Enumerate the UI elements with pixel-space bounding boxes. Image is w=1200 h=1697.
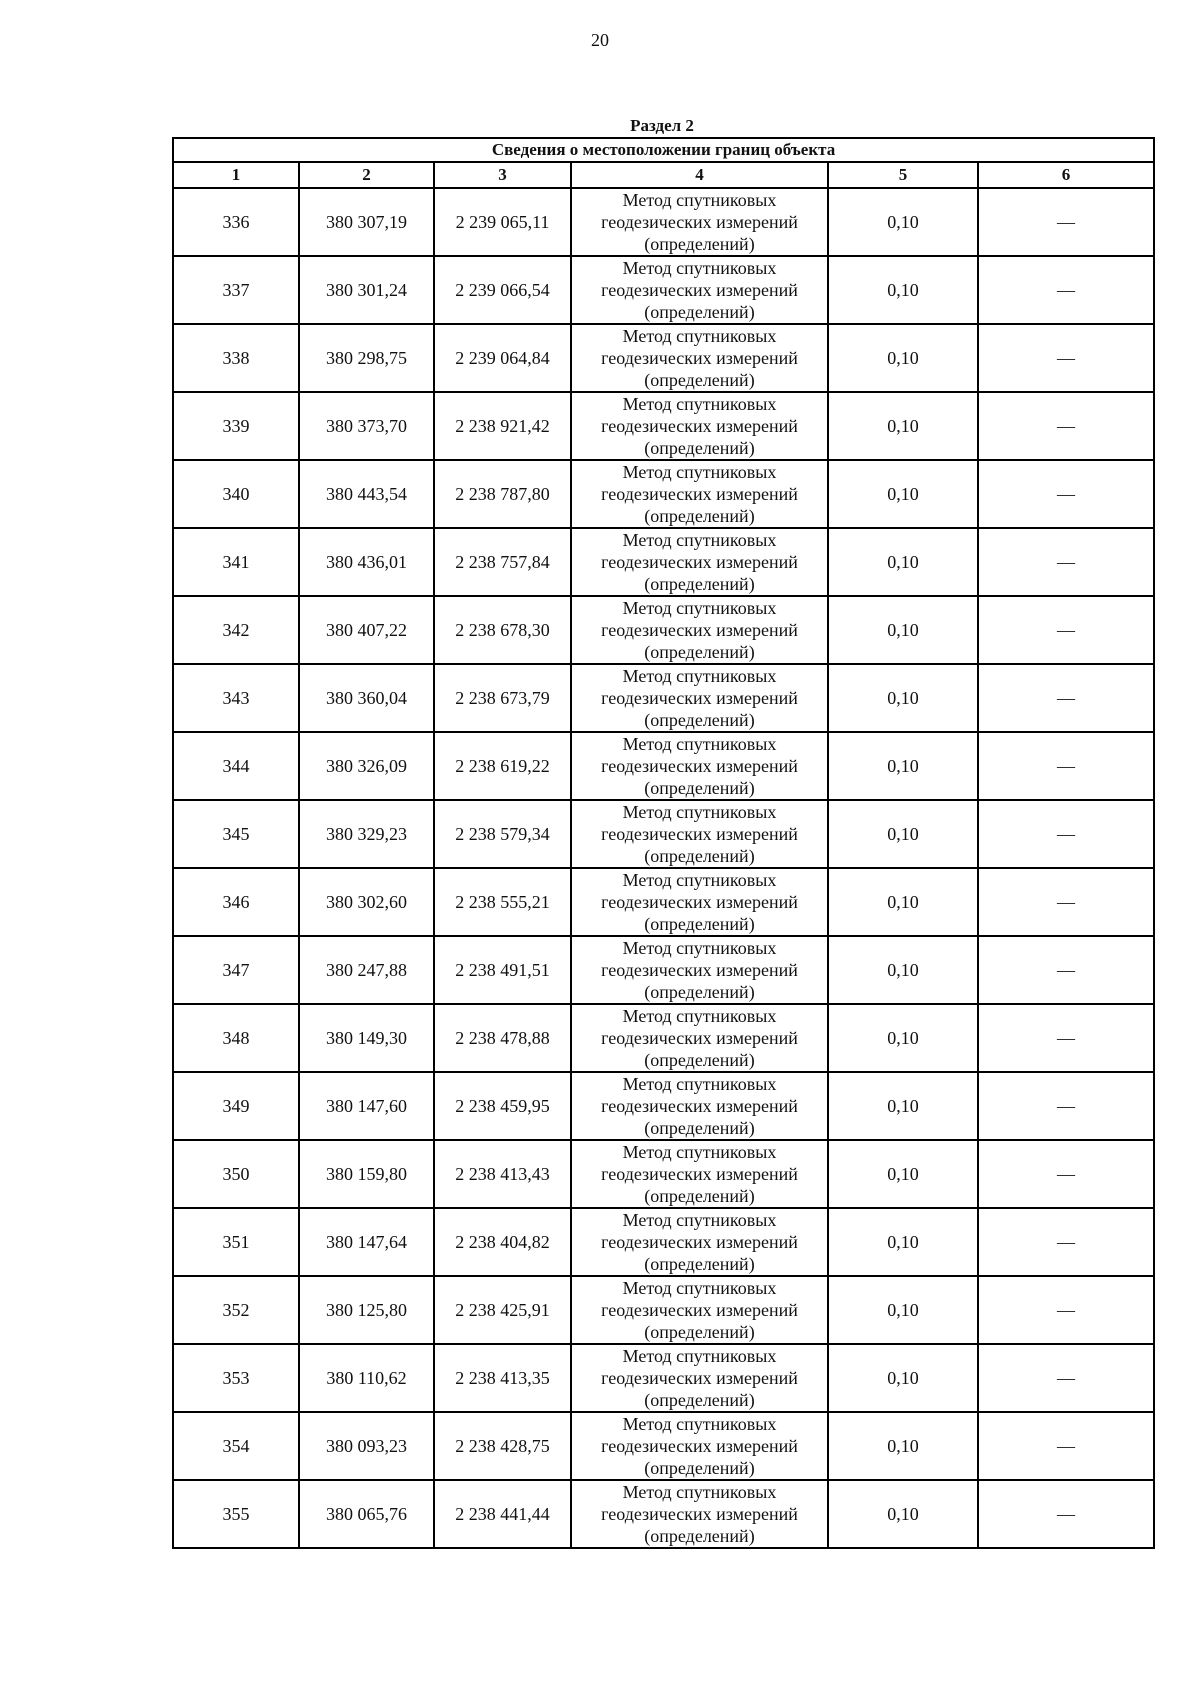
description-cell: —: [978, 1480, 1154, 1548]
point-number-cell: 350: [173, 1140, 299, 1208]
x-coordinate-cell: 380 443,54: [299, 460, 434, 528]
x-coordinate-cell: 380 329,23: [299, 800, 434, 868]
description-cell: —: [978, 596, 1154, 664]
table-row: [173, 596, 1154, 664]
y-coordinate-cell: 2 238 441,44: [434, 1480, 571, 1548]
column-number: 6: [978, 162, 1154, 188]
table-body: [173, 188, 1154, 1548]
column-number: 3: [434, 162, 571, 188]
method-cell: [571, 1004, 828, 1072]
method-line: геодезических измерений: [601, 960, 798, 980]
method-line: геодезических измерений: [601, 348, 798, 368]
y-coordinate-cell: 2 238 425,91: [434, 1276, 571, 1344]
accuracy-cell: 0,10: [828, 1276, 978, 1344]
method-line: геодезических измерений: [601, 1164, 798, 1184]
x-coordinate-cell: 380 326,09: [299, 732, 434, 800]
method-cell: [571, 732, 828, 800]
table-row: [173, 460, 1154, 528]
method-line: Метод спутниковых: [622, 394, 777, 414]
description-cell: —: [978, 528, 1154, 596]
accuracy-cell: 0,10: [828, 1004, 978, 1072]
method-line: Метод спутниковых: [622, 1142, 777, 1162]
method-line: геодезических измерений: [601, 1096, 798, 1116]
table-row: [173, 1140, 1154, 1208]
method-line: (определений): [644, 710, 755, 730]
table-row: [173, 1208, 1154, 1276]
point-number-cell: 337: [173, 256, 299, 324]
table-row: [173, 1344, 1154, 1412]
method-line: (определений): [644, 1526, 755, 1546]
accuracy-cell: 0,10: [828, 1344, 978, 1412]
table-row: [173, 1004, 1154, 1072]
point-number-cell: 343: [173, 664, 299, 732]
point-number-cell: 349: [173, 1072, 299, 1140]
description-cell: —: [978, 732, 1154, 800]
method-line: (определений): [644, 1458, 755, 1478]
method-line: геодезических измерений: [601, 620, 798, 640]
accuracy-cell: 0,10: [828, 1072, 978, 1140]
y-coordinate-cell: 2 238 555,21: [434, 868, 571, 936]
point-number-cell: 336: [173, 188, 299, 256]
y-coordinate-cell: 2 238 413,43: [434, 1140, 571, 1208]
point-number-cell: 342: [173, 596, 299, 664]
description-cell: —: [978, 1276, 1154, 1344]
point-number-cell: 352: [173, 1276, 299, 1344]
point-number-cell: 340: [173, 460, 299, 528]
description-cell: —: [978, 936, 1154, 1004]
method-line: Метод спутниковых: [622, 1074, 777, 1094]
point-number-cell: 355: [173, 1480, 299, 1548]
method-cell: [571, 1412, 828, 1480]
accuracy-cell: 0,10: [828, 1480, 978, 1548]
description-cell: —: [978, 256, 1154, 324]
y-coordinate-cell: 2 238 619,22: [434, 732, 571, 800]
description-cell: —: [978, 1072, 1154, 1140]
method-cell: [571, 936, 828, 1004]
y-coordinate-cell: 2 238 413,35: [434, 1344, 571, 1412]
method-line: (определений): [644, 982, 755, 1002]
accuracy-cell: 0,10: [828, 1208, 978, 1276]
table-row: [173, 392, 1154, 460]
table-row: [173, 256, 1154, 324]
method-line: геодезических измерений: [601, 416, 798, 436]
accuracy-cell: 0,10: [828, 800, 978, 868]
method-line: геодезических измерений: [601, 1436, 798, 1456]
method-cell: [571, 1344, 828, 1412]
x-coordinate-cell: 380 307,19: [299, 188, 434, 256]
point-number-cell: 338: [173, 324, 299, 392]
method-cell: [571, 868, 828, 936]
method-line: Метод спутниковых: [622, 1346, 777, 1366]
point-number-cell: 339: [173, 392, 299, 460]
method-cell: [571, 528, 828, 596]
method-cell: [571, 800, 828, 868]
column-number: 2: [299, 162, 434, 188]
method-line: Метод спутниковых: [622, 1482, 777, 1502]
y-coordinate-cell: 2 238 921,42: [434, 392, 571, 460]
x-coordinate-cell: 380 110,62: [299, 1344, 434, 1412]
method-line: (определений): [644, 1254, 755, 1274]
point-number-cell: 354: [173, 1412, 299, 1480]
method-line: (определений): [644, 846, 755, 866]
x-coordinate-cell: 380 147,64: [299, 1208, 434, 1276]
method-cell: [571, 664, 828, 732]
method-line: Метод спутниковых: [622, 326, 777, 346]
x-coordinate-cell: 380 407,22: [299, 596, 434, 664]
y-coordinate-cell: 2 238 579,34: [434, 800, 571, 868]
y-coordinate-cell: 2 239 066,54: [434, 256, 571, 324]
y-coordinate-cell: 2 239 065,11: [434, 188, 571, 256]
description-cell: —: [978, 324, 1154, 392]
accuracy-cell: 0,10: [828, 324, 978, 392]
column-number: 5: [828, 162, 978, 188]
method-line: геодезических измерений: [601, 892, 798, 912]
y-coordinate-cell: 2 238 757,84: [434, 528, 571, 596]
table-row: [173, 1072, 1154, 1140]
x-coordinate-cell: 380 149,30: [299, 1004, 434, 1072]
column-number: 1: [173, 162, 299, 188]
method-line: Метод спутниковых: [622, 1210, 777, 1230]
table-row: [173, 664, 1154, 732]
method-line: Метод спутниковых: [622, 462, 777, 482]
method-cell: [571, 1140, 828, 1208]
method-line: (определений): [644, 1322, 755, 1342]
method-line: (определений): [644, 1390, 755, 1410]
accuracy-cell: 0,10: [828, 732, 978, 800]
table-row: [173, 1480, 1154, 1548]
method-cell: [571, 256, 828, 324]
x-coordinate-cell: 380 093,23: [299, 1412, 434, 1480]
method-line: геодезических измерений: [601, 484, 798, 504]
method-line: геодезических измерений: [601, 280, 798, 300]
method-line: (определений): [644, 506, 755, 526]
description-cell: —: [978, 1208, 1154, 1276]
method-line: (определений): [644, 574, 755, 594]
method-line: геодезических измерений: [601, 1232, 798, 1252]
y-coordinate-cell: 2 238 673,79: [434, 664, 571, 732]
method-line: Метод спутниковых: [622, 1278, 777, 1298]
method-line: (определений): [644, 438, 755, 458]
point-number-cell: 353: [173, 1344, 299, 1412]
point-number-cell: 351: [173, 1208, 299, 1276]
description-cell: —: [978, 392, 1154, 460]
method-line: Метод спутниковых: [622, 1006, 777, 1026]
description-cell: —: [978, 1412, 1154, 1480]
x-coordinate-cell: 380 360,04: [299, 664, 434, 732]
method-cell: [571, 460, 828, 528]
y-coordinate-cell: 2 238 459,95: [434, 1072, 571, 1140]
table-row: [173, 936, 1154, 1004]
method-cell: [571, 596, 828, 664]
method-line: геодезических измерений: [601, 552, 798, 572]
y-coordinate-cell: 2 238 678,30: [434, 596, 571, 664]
method-line: Метод спутниковых: [622, 734, 777, 754]
description-cell: —: [978, 460, 1154, 528]
y-coordinate-cell: 2 238 478,88: [434, 1004, 571, 1072]
point-number-cell: 347: [173, 936, 299, 1004]
method-line: Метод спутниковых: [622, 1414, 777, 1434]
method-line: геодезических измерений: [601, 824, 798, 844]
method-line: Метод спутниковых: [622, 258, 777, 278]
description-cell: —: [978, 1344, 1154, 1412]
accuracy-cell: 0,10: [828, 596, 978, 664]
method-line: геодезических измерений: [601, 212, 798, 232]
table-row: [173, 1412, 1154, 1480]
method-line: (определений): [644, 642, 755, 662]
method-line: геодезических измерений: [601, 1028, 798, 1048]
accuracy-cell: 0,10: [828, 664, 978, 732]
x-coordinate-cell: 380 301,24: [299, 256, 434, 324]
y-coordinate-cell: 2 238 428,75: [434, 1412, 571, 1480]
method-line: геодезических измерений: [601, 1368, 798, 1388]
table-row: [173, 188, 1154, 256]
x-coordinate-cell: 380 373,70: [299, 392, 434, 460]
method-line: (определений): [644, 302, 755, 322]
accuracy-cell: 0,10: [828, 392, 978, 460]
x-coordinate-cell: 380 147,60: [299, 1072, 434, 1140]
x-coordinate-cell: 380 436,01: [299, 528, 434, 596]
y-coordinate-cell: 2 238 404,82: [434, 1208, 571, 1276]
method-cell: [571, 1480, 828, 1548]
boundary-coordinates-table: [172, 137, 1155, 1549]
method-line: (определений): [644, 370, 755, 390]
accuracy-cell: 0,10: [828, 1412, 978, 1480]
x-coordinate-cell: 380 247,88: [299, 936, 434, 1004]
method-line: (определений): [644, 234, 755, 254]
table-row: [173, 868, 1154, 936]
description-cell: —: [978, 800, 1154, 868]
point-number-cell: 344: [173, 732, 299, 800]
method-line: геодезических измерений: [601, 1300, 798, 1320]
method-line: Метод спутниковых: [622, 666, 777, 686]
description-cell: —: [978, 1004, 1154, 1072]
method-line: (определений): [644, 1050, 755, 1070]
table-row: [173, 324, 1154, 392]
table-caption: Сведения о местоположении границ объекта: [173, 138, 1154, 162]
section-title: Раздел 2: [630, 116, 694, 135]
table-row: [173, 800, 1154, 868]
column-number-row: [173, 162, 1154, 188]
x-coordinate-cell: 380 065,76: [299, 1480, 434, 1548]
y-coordinate-cell: 2 238 491,51: [434, 936, 571, 1004]
method-line: Метод спутниковых: [622, 190, 777, 210]
y-coordinate-cell: 2 238 787,80: [434, 460, 571, 528]
table-row: [173, 528, 1154, 596]
page-number: 20: [591, 30, 609, 50]
method-line: геодезических измерений: [601, 1504, 798, 1524]
method-line: Метод спутниковых: [622, 870, 777, 890]
accuracy-cell: 0,10: [828, 188, 978, 256]
method-cell: [571, 188, 828, 256]
accuracy-cell: 0,10: [828, 256, 978, 324]
point-number-cell: 341: [173, 528, 299, 596]
table-row: [173, 1276, 1154, 1344]
point-number-cell: 345: [173, 800, 299, 868]
x-coordinate-cell: 380 125,80: [299, 1276, 434, 1344]
point-number-cell: 348: [173, 1004, 299, 1072]
description-cell: —: [978, 664, 1154, 732]
method-line: Метод спутниковых: [622, 530, 777, 550]
accuracy-cell: 0,10: [828, 868, 978, 936]
method-line: (определений): [644, 778, 755, 798]
accuracy-cell: 0,10: [828, 528, 978, 596]
accuracy-cell: 0,10: [828, 936, 978, 1004]
point-number-cell: 346: [173, 868, 299, 936]
method-line: Метод спутниковых: [622, 598, 777, 618]
x-coordinate-cell: 380 302,60: [299, 868, 434, 936]
table-row: [173, 732, 1154, 800]
table-caption-row: [173, 138, 1154, 162]
method-line: Метод спутниковых: [622, 938, 777, 958]
method-line: (определений): [644, 1118, 755, 1138]
x-coordinate-cell: 380 298,75: [299, 324, 434, 392]
y-coordinate-cell: 2 239 064,84: [434, 324, 571, 392]
method-line: Метод спутниковых: [622, 802, 777, 822]
description-cell: —: [978, 1140, 1154, 1208]
column-number: 4: [571, 162, 828, 188]
x-coordinate-cell: 380 159,80: [299, 1140, 434, 1208]
method-cell: [571, 392, 828, 460]
description-cell: —: [978, 188, 1154, 256]
description-cell: —: [978, 868, 1154, 936]
method-cell: [571, 1208, 828, 1276]
method-cell: [571, 1072, 828, 1140]
method-line: (определений): [644, 914, 755, 934]
method-cell: [571, 324, 828, 392]
method-line: геодезических измерений: [601, 756, 798, 776]
accuracy-cell: 0,10: [828, 1140, 978, 1208]
method-line: (определений): [644, 1186, 755, 1206]
method-cell: [571, 1276, 828, 1344]
method-line: геодезических измерений: [601, 688, 798, 708]
accuracy-cell: 0,10: [828, 460, 978, 528]
